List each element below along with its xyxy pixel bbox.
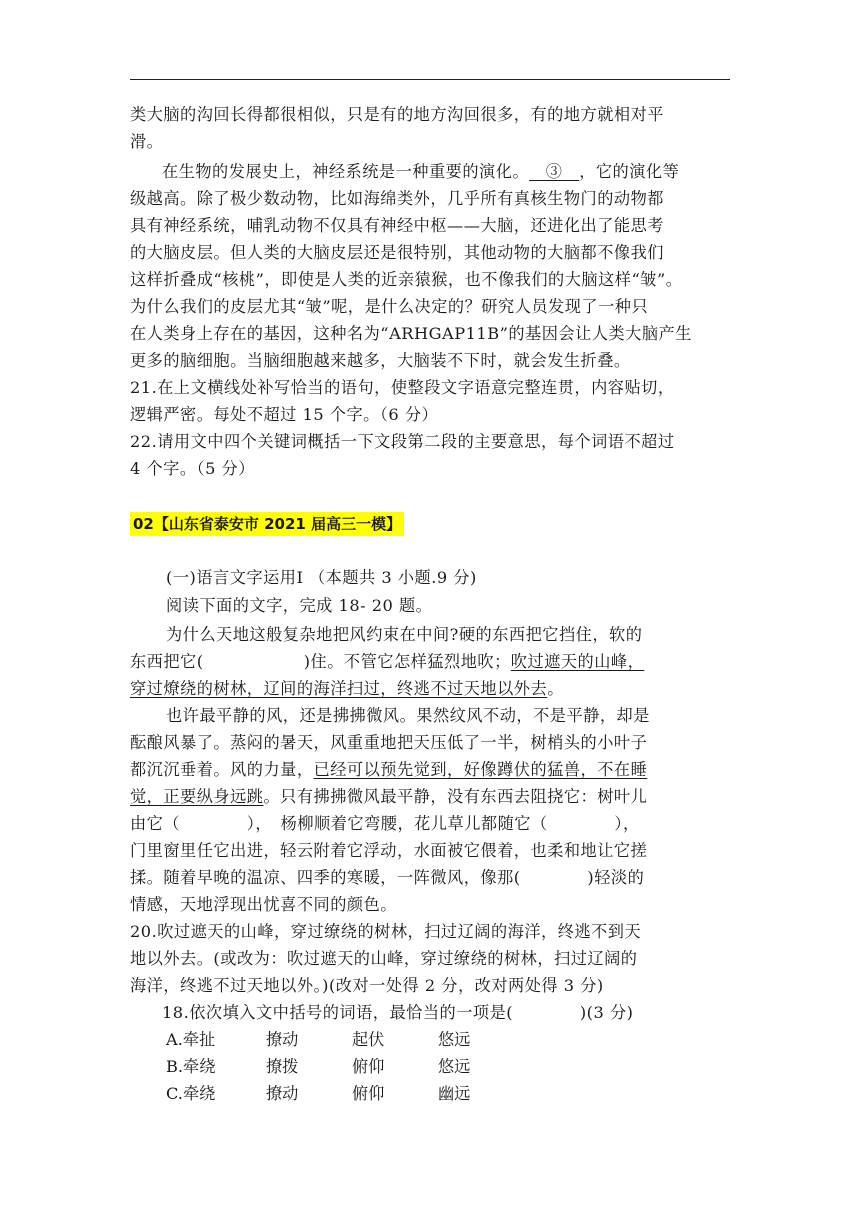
passage1-line: 类大脑的沟回长得都很相似，只是有的地方沟回很多，有的地方就相对平 bbox=[130, 105, 664, 124]
option-word: 幽远 bbox=[438, 1084, 471, 1103]
text-span: 东西把它( )住。不管它怎样猛烈地吹； bbox=[130, 652, 511, 671]
passage1-line: 在人类身上存在的基因，这种名为“ARHGAP11B”的基因会让人类大脑产生 bbox=[130, 324, 692, 343]
passage2-line: 酝酿风暴了。蒸闷的暑天，风重重地把天压低了一半，树梢头的小叶子 bbox=[130, 733, 648, 752]
fill-blank-3: ③ bbox=[529, 162, 580, 181]
passage1-line: 这样折叠成“核桃”，即使是人类的近亲猿猴，也不像我们的大脑这样“皱”。 bbox=[130, 270, 683, 289]
question-22: 4 个字。（5 分） bbox=[130, 459, 255, 478]
passage1-line: 的大脑皮层。但人类的大脑皮层还是很特别，其他动物的大脑都不像我们 bbox=[130, 243, 664, 262]
question-21: 逻辑严密。每处不超过 15 个字。（6 分） bbox=[130, 405, 439, 424]
passage2-line: 也许最平静的风，还是拂拂微风。果然纹风不动，不是平静，却是 bbox=[166, 706, 650, 725]
text-span: 。只有拂拂微风最平静，没有东西去阻挠它：树叶儿 bbox=[263, 787, 648, 806]
option-word: 撩拨 bbox=[266, 1057, 299, 1076]
passage1-line bbox=[162, 162, 679, 182]
option-word: 悠远 bbox=[438, 1057, 471, 1076]
section-instruction: 阅读下面的文字，完成 18- 20 题。 bbox=[166, 596, 433, 615]
option-word: 俯仰 bbox=[352, 1084, 385, 1103]
text-span: 在生物的发展史上，神经系统是一种重要的演化。 bbox=[162, 162, 530, 181]
passage1-line: 为什么我们的皮层尤其“皱”呢，是什么决定的？研究人员发现了一种只 bbox=[130, 297, 649, 316]
underlined-text: 已经可以预先觉到，好像蹲伏的猛兽，不在睡 bbox=[313, 760, 648, 779]
passage2-line bbox=[130, 760, 647, 780]
passage2-line bbox=[130, 652, 644, 672]
passage2-line: 由它（ ）， 杨柳顺着它弯腰，花儿草儿都随它（ ）， bbox=[130, 814, 640, 833]
question-22: 22.请用文中四个关键词概括一下文段第二段的主要意思，每个词语不超过 bbox=[130, 432, 675, 451]
question-18-stem: 18.依次填入文中括号的词语，最恰当的一项是( )(3 分) bbox=[162, 1003, 634, 1022]
underlined-text: 吹过遮天的山峰， bbox=[510, 652, 645, 671]
passage2-line: 情感，天地浮现出忧喜不同的颜色。 bbox=[130, 895, 397, 914]
passage1-line: 滑。 bbox=[130, 132, 164, 151]
passage2-line bbox=[130, 787, 647, 807]
passage1-line: 级越高。除了极少数动物，比如海绵类外，几乎所有真核生物门的动物都 bbox=[130, 189, 664, 208]
passage2-line: 揉。随着早晚的温凉、四季的寒暖，一阵微风，像那( )轻淡的 bbox=[130, 868, 645, 887]
text-span: ，它的演化等 bbox=[579, 162, 680, 181]
section-heading: 02【山东省泰安市 2021 届高三一模】 bbox=[130, 512, 404, 536]
header-rule bbox=[130, 79, 730, 80]
answer-20: 地以外去。(或改为：吹过遮天的山峰，穿过缭绕的树林，扫过辽阔的 bbox=[130, 949, 638, 968]
passage2-line: 门里窗里任它出进，轻云附着它浮动，水面被它偎着，也柔和地让它搓 bbox=[130, 841, 648, 860]
text-span: 都沉沉垂着。风的力量， bbox=[130, 760, 314, 779]
underlined-text: 穿过燎绕的树林，辽间的海洋扫过，终逃不过天地以外去 bbox=[130, 679, 548, 698]
text-span: 。 bbox=[547, 679, 564, 698]
option-word: A.牵扯 bbox=[166, 1030, 216, 1049]
passage2-line bbox=[130, 679, 564, 699]
passage1-line: 更多的脑细胞。当脑细胞越来越多，大脑装不下时，就会发生折叠。 bbox=[130, 351, 631, 370]
answer-20: 海洋，终逃不过天地以外。)(改对一处得 2 分，改对两处得 3 分) bbox=[130, 976, 604, 995]
option-word: 悠远 bbox=[438, 1030, 471, 1049]
option-word: 撩动 bbox=[266, 1084, 299, 1103]
passage2-line: 为什么天地这般复杂地把风约束在中间?硬的东西把它挡住，软的 bbox=[166, 625, 643, 644]
section-intro: (一)语言文字运用Ⅰ （本题共 3 小题.9 分) bbox=[166, 568, 477, 587]
option-word: 撩动 bbox=[266, 1030, 299, 1049]
answer-20: 20.吹过遮天的山峰，穿过缭绕的树林，扫过辽阔的海洋，终逃不到天 bbox=[130, 922, 642, 941]
passage1-line: 具有神经系统，哺乳动物不仅具有神经中枢——大脑，还进化出了能思考 bbox=[130, 216, 664, 235]
question-21: 21.在上文横线处补写恰当的语句，使整段文字语意完整连贯，内容贴切， bbox=[130, 378, 675, 397]
option-word: B.牵绕 bbox=[166, 1057, 216, 1076]
underlined-text: 觉，正要纵身远跳 bbox=[130, 787, 264, 806]
option-word: 起伏 bbox=[352, 1030, 385, 1049]
option-word: 俯仰 bbox=[352, 1057, 385, 1076]
option-word: C.牵绕 bbox=[166, 1084, 216, 1103]
